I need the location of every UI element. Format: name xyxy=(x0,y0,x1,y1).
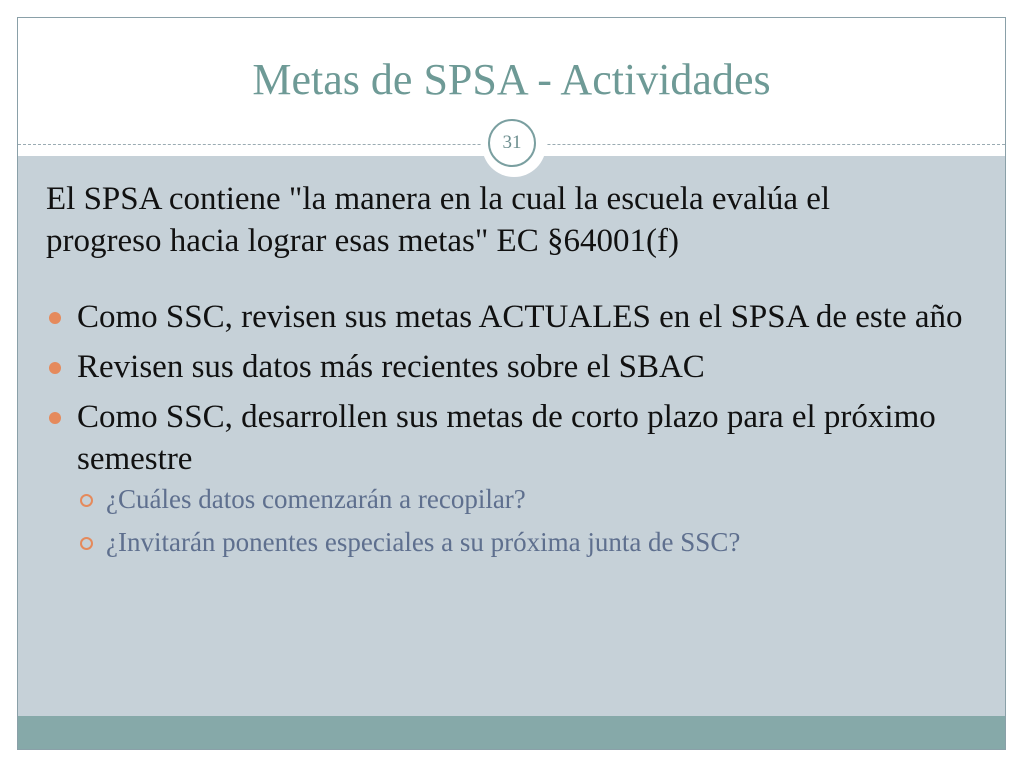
bullet-icon xyxy=(49,362,61,374)
bullet-item xyxy=(46,296,986,338)
slide-body xyxy=(46,178,986,568)
sub-bullet-icon xyxy=(80,494,93,507)
sub-bullet-item xyxy=(46,482,986,516)
sub-bullet-item xyxy=(46,525,986,559)
sub-bullet-text: ¿Invitarán ponentes especiales a su próxima junta de SSC? xyxy=(106,527,741,557)
bullet-text: Revisen sus datos más recientes sobre el SBAC xyxy=(77,349,705,385)
intro-paragraph: El SPSA contiene "la manera en la cual la escuela evalúa el progreso hacia lograr esas metas" EC §64001(f) xyxy=(46,181,831,259)
sub-bullet-icon xyxy=(80,537,93,550)
sub-bullet-list xyxy=(46,482,986,559)
sub-bullet-text: ¿Cuáles datos comenzarán a recopilar? xyxy=(106,484,526,514)
bullet-icon xyxy=(49,412,61,424)
slide-number-badge: 31 xyxy=(488,119,536,167)
bullet-item xyxy=(46,346,986,388)
bullet-text: Como SSC, desarrollen sus metas de corto plazo para el próximo semestre xyxy=(77,399,936,477)
bullet-text: Como SSC, revisen sus metas ACTUALES en el SPSA de este año xyxy=(77,299,963,335)
slide xyxy=(17,17,1006,750)
bullet-icon xyxy=(49,312,61,324)
footer-band xyxy=(18,716,1005,750)
slide-title: Metas de SPSA - Actividades xyxy=(252,55,771,104)
bullet-item xyxy=(46,396,986,480)
